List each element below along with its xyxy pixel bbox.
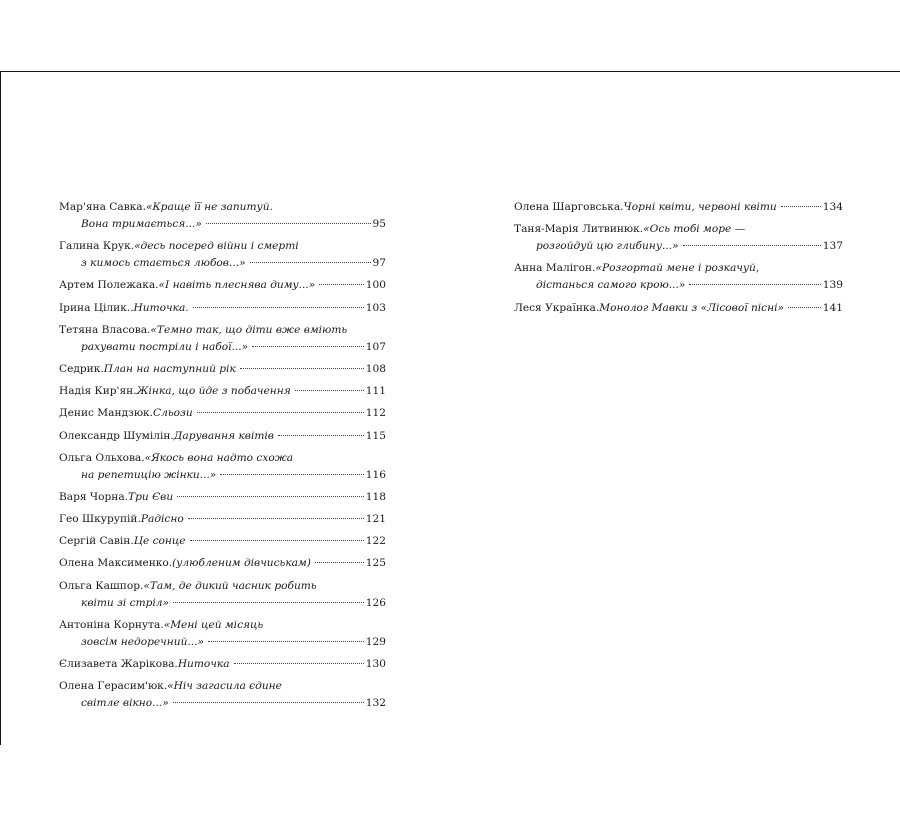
toc-title: «Там, де дикий часник робить	[143, 579, 317, 592]
toc-entry	[59, 277, 386, 294]
toc-entry	[59, 617, 386, 651]
toc-page-number: 129	[365, 635, 386, 648]
toc-page-number: 115	[365, 429, 386, 442]
toc-author: Мар'яна Савка.	[59, 201, 146, 213]
toc-entry	[59, 238, 386, 272]
toc-title: світле вікно...»	[81, 697, 169, 710]
toc-author: Антоніна Корнута.	[59, 618, 164, 631]
toc-entry	[59, 361, 386, 378]
toc-dot-leader	[295, 390, 364, 391]
toc-dot-leader	[190, 540, 364, 541]
toc-page-number: 137	[822, 240, 843, 253]
toc-title: Це сонце	[133, 535, 186, 548]
toc-entry-line	[514, 238, 843, 255]
toc-entry-line	[59, 533, 386, 550]
toc-author: Ольга Ольхова.	[59, 451, 145, 464]
toc-entry-line	[514, 260, 843, 277]
toc-page-number: 125	[365, 557, 386, 570]
toc-title: «Краще її не запитуй.	[145, 201, 273, 213]
page-top-edge	[0, 71, 900, 72]
toc-page-number: 116	[365, 468, 386, 481]
toc-author: Тетяна Власова.	[59, 323, 151, 336]
toc-entry-line	[59, 467, 386, 484]
toc-entry-line	[514, 221, 843, 238]
toc-entry	[514, 300, 843, 317]
toc-title: Дарування квітів	[173, 429, 274, 442]
toc-entry-line	[59, 511, 386, 528]
toc-dot-leader	[683, 245, 821, 246]
toc-entry	[59, 678, 386, 712]
toc-page-number: 121	[365, 513, 386, 526]
toc-title: «Розгортай мене і розкачуй,	[595, 262, 760, 275]
toc-author: Олена Герасим'юк.	[59, 680, 168, 693]
toc-entry-line	[59, 300, 386, 317]
toc-entry-line	[59, 595, 386, 612]
toc-author: Денис Мандзюк.	[59, 407, 154, 420]
toc-author: Артем Полежака.	[59, 279, 159, 292]
toc-entry	[59, 383, 386, 400]
toc-entry	[59, 322, 386, 356]
toc-title: з кимось стається любов...»	[81, 257, 246, 270]
toc-page-number: 126	[365, 596, 386, 609]
toc-dot-leader	[197, 412, 364, 413]
toc-entry	[59, 405, 386, 422]
toc-page-number: 97	[372, 257, 386, 270]
toc-page-number: 132	[365, 697, 386, 710]
toc-page-number: 141	[822, 301, 843, 314]
toc-title: Вона тримається...»	[81, 218, 202, 230]
toc-entry-line	[59, 617, 386, 634]
toc-title: «Мені цей місяць	[163, 618, 264, 631]
toc-left-column	[59, 199, 386, 717]
toc-dot-leader	[252, 346, 364, 347]
toc-title: розгойдуй цю глибину...»	[536, 240, 679, 253]
toc-dot-leader	[208, 641, 364, 642]
toc-author: Сергій Савін.	[59, 535, 134, 548]
toc-author: Надія Кир'ян.	[59, 385, 137, 398]
toc-entry-line	[59, 695, 386, 712]
toc-author: Олена Максименко.	[59, 557, 173, 570]
toc-title: Жінка, що йде з побачення	[136, 385, 291, 398]
toc-title: «І навіть плеснява диму...»	[158, 279, 316, 292]
toc-entry-line	[59, 277, 386, 294]
toc-entry-line	[59, 322, 386, 339]
toc-author: Леся Українка.	[514, 301, 600, 314]
toc-page-number: 134	[822, 201, 843, 213]
toc-dot-leader	[188, 518, 364, 519]
toc-author: Варя Чорна.	[59, 490, 129, 503]
toc-title: Монолог Мавки з «Лісової пісні»	[599, 301, 784, 314]
toc-title: рахувати постріли і набої...»	[81, 340, 249, 353]
toc-title: зовсім недоречний...»	[81, 635, 204, 648]
toc-page-number: 111	[365, 385, 386, 398]
toc-entry-line	[59, 255, 386, 272]
toc-dot-leader	[250, 262, 371, 263]
toc-entry	[59, 656, 386, 673]
toc-author: Олена Шарговська.	[514, 201, 624, 213]
toc-page-number: 118	[365, 490, 386, 503]
toc-author: Седрик.	[59, 362, 104, 375]
toc-entry	[59, 533, 386, 550]
toc-title: «Ніч загасила єдине	[167, 680, 282, 693]
toc-page-number: 122	[365, 535, 386, 548]
toc-title: (улюбленим дівчиськам)	[172, 557, 311, 570]
toc-dot-leader	[173, 602, 364, 603]
toc-entry-line	[59, 450, 386, 467]
toc-title: Чорні квіти, червоні квіти	[623, 201, 777, 213]
toc-entry	[59, 300, 386, 317]
toc-dot-leader	[788, 307, 821, 308]
toc-dot-leader	[689, 284, 820, 285]
toc-title: «Темно так, що діти вже вміють	[150, 323, 348, 336]
toc-title: Три Єви	[128, 490, 174, 503]
toc-entry-line	[59, 405, 386, 422]
toc-entry	[59, 578, 386, 612]
toc-author: Гео Шкурупій.	[59, 513, 141, 526]
toc-entry-line	[59, 656, 386, 673]
toc-entry-line	[59, 555, 386, 572]
toc-dot-leader	[177, 496, 364, 497]
toc-page-number: 130	[365, 658, 386, 670]
toc-dot-leader	[173, 702, 364, 703]
toc-title: Ниточка	[177, 658, 230, 670]
toc-author: Таня-Марія Литвинюк.	[514, 223, 644, 236]
toc-dot-leader	[781, 206, 821, 207]
toc-dot-leader	[206, 223, 371, 224]
toc-entry-line	[59, 634, 386, 651]
toc-dot-leader	[319, 284, 364, 285]
toc-author: Ірина Цілик.	[59, 301, 131, 314]
toc-entry-line	[514, 199, 843, 216]
toc-right-column	[514, 199, 843, 322]
toc-page-number: 107	[365, 340, 386, 353]
toc-page-number: 103	[365, 301, 386, 314]
toc-entry	[59, 450, 386, 484]
toc-entry-line	[59, 339, 386, 356]
toc-title: План на наступний рік	[103, 362, 236, 375]
toc-title: «Ось тобі море —	[643, 223, 746, 236]
toc-entry-line	[59, 678, 386, 695]
toc-entry-line	[59, 216, 386, 233]
toc-entry-line	[514, 277, 843, 294]
toc-entry	[514, 221, 843, 255]
toc-entry	[59, 489, 386, 506]
page-left-edge	[0, 71, 1, 745]
toc-entry	[59, 555, 386, 572]
toc-entry	[514, 260, 843, 294]
toc-author: Галина Крук.	[59, 240, 135, 253]
toc-title: Радісно	[140, 513, 184, 526]
toc-title: квіти зі стріл»	[81, 596, 170, 609]
toc-title: «десь посеред війни і смерті	[134, 240, 299, 253]
toc-dot-leader	[240, 368, 364, 369]
toc-entry	[514, 199, 843, 216]
toc-title: «Якось вона надто схожа	[144, 451, 294, 464]
toc-entry-line	[59, 383, 386, 400]
toc-page-number: 95	[372, 218, 386, 230]
toc-page-number: 112	[365, 407, 386, 420]
toc-dot-leader	[220, 474, 363, 475]
toc-page-number: 100	[365, 279, 386, 292]
toc-entry-line	[59, 578, 386, 595]
toc-dot-leader	[278, 435, 364, 436]
toc-title: дістанься самого крою...»	[536, 279, 686, 292]
toc-author: Олександр Шумілін.	[59, 429, 174, 442]
toc-author: Ольга Кашпор.	[59, 579, 144, 592]
toc-entry-line	[59, 361, 386, 378]
toc-dot-leader	[234, 663, 364, 664]
toc-page-number: 139	[822, 279, 843, 292]
toc-title: на репетицію жінки...»	[81, 468, 217, 481]
toc-entry	[59, 199, 386, 233]
toc-title: .Ниточка.	[130, 301, 189, 314]
toc-entry-line	[59, 199, 386, 216]
toc-entry-line	[514, 300, 843, 317]
toc-entry	[59, 428, 386, 445]
toc-dot-leader	[315, 562, 364, 563]
toc-entry-line	[59, 238, 386, 255]
toc-page-number: 108	[365, 362, 386, 375]
toc-author: Анна Малігон.	[514, 262, 596, 275]
toc-entry-line	[59, 428, 386, 445]
toc-entry	[59, 511, 386, 528]
toc-title: Сльози	[153, 407, 193, 420]
toc-dot-leader	[193, 307, 364, 308]
toc-author: Єлизавета Жарікова.	[59, 658, 178, 670]
toc-entry-line	[59, 489, 386, 506]
